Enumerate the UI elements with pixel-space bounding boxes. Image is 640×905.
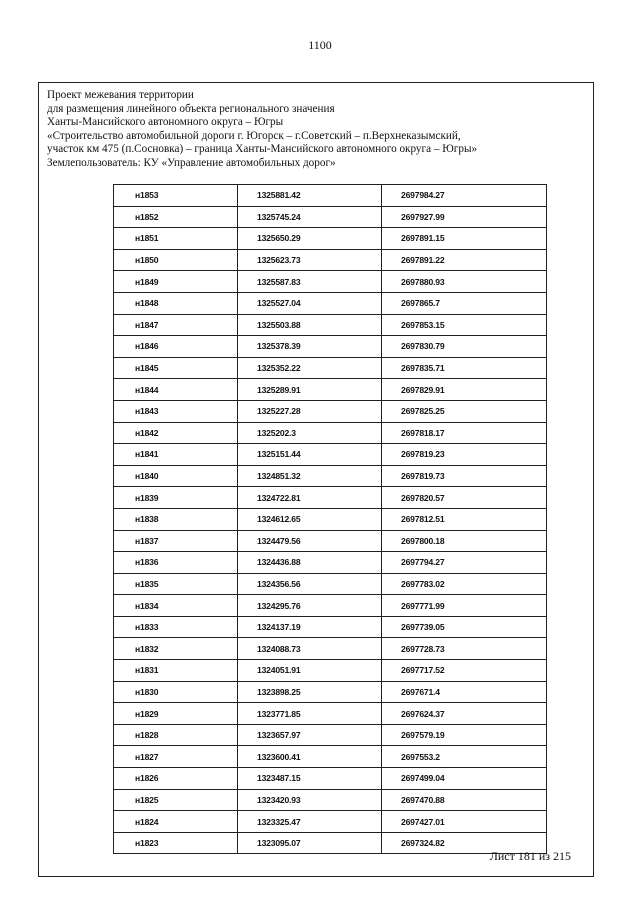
table-row [114,832,547,854]
point-id-cell: н1852 [114,206,238,228]
point-id-cell: н1833 [114,616,238,638]
y-coordinate-cell: 2697819.73 [382,465,547,487]
point-id-cell: н1827 [114,746,238,768]
y-coordinate-cell: 2697470.88 [382,789,547,811]
y-coordinate-cell: 2697830.79 [382,336,547,358]
page-number: 1100 [308,38,332,52]
header-line: Проект межевания территории [47,89,194,101]
y-coordinate-cell: 2697984.27 [382,185,547,207]
x-coordinate-cell: 1324356.56 [238,573,382,595]
header-line: участок км 475 (п.Сосновка) – граница Ханты-Мансийского автономного округа – Югры» [47,143,478,156]
table-row [114,811,547,833]
point-id-cell: н1830 [114,681,238,703]
table-row [114,422,547,444]
table-row [114,681,547,703]
y-coordinate-cell: 2697739.05 [382,616,547,638]
table-row [114,746,547,768]
table-row [114,660,547,682]
y-coordinate-cell: 2697427.01 [382,811,547,833]
point-id-cell: н1834 [114,595,238,617]
y-coordinate-cell: 2697865.7 [382,292,547,314]
x-coordinate-cell: 1324722.81 [238,487,382,509]
point-id-cell: н1841 [114,444,238,466]
point-id-cell: н1846 [114,336,238,358]
point-id-cell: н1826 [114,768,238,790]
x-coordinate-cell: 1325881.42 [238,185,382,207]
point-id-cell: н1853 [114,185,238,207]
y-coordinate-cell: 2697728.73 [382,638,547,660]
table-row [114,465,547,487]
table-row [114,228,547,250]
table-row [114,530,547,552]
x-coordinate-cell: 1323898.25 [238,681,382,703]
x-coordinate-cell: 1325378.39 [238,336,382,358]
x-coordinate-cell: 1325745.24 [238,206,382,228]
y-coordinate-cell: 2697579.19 [382,724,547,746]
y-coordinate-cell: 2697891.22 [382,249,547,271]
x-coordinate-cell: 1323600.41 [238,746,382,768]
x-coordinate-cell: 1323657.97 [238,724,382,746]
table-row [114,508,547,530]
x-coordinate-cell: 1323771.85 [238,703,382,725]
x-coordinate-cell: 1325151.44 [238,444,382,466]
x-coordinate-cell: 1325527.04 [238,292,382,314]
table-row [114,703,547,725]
y-coordinate-cell: 2697794.27 [382,552,547,574]
header-line: Землепользователь: КУ «Управление автомобильных дорог» [47,156,336,169]
y-coordinate-cell: 2697820.57 [382,487,547,509]
table-row [114,314,547,336]
x-coordinate-cell: 1324479.56 [238,530,382,552]
table-row [114,573,547,595]
x-coordinate-cell: 1323487.15 [238,768,382,790]
point-id-cell: н1842 [114,422,238,444]
header-line: Ханты-Мансийского автономного округа – Югры [47,116,284,129]
x-coordinate-cell: 1325227.28 [238,400,382,422]
x-coordinate-cell: 1324851.32 [238,465,382,487]
point-id-cell: н1836 [114,552,238,574]
x-coordinate-cell: 1325587.83 [238,271,382,293]
y-coordinate-cell: 2697553.2 [382,746,547,768]
table-row [114,444,547,466]
point-id-cell: н1825 [114,789,238,811]
table-row [114,552,547,574]
point-id-cell: н1831 [114,660,238,682]
x-coordinate-cell: 1324137.19 [238,616,382,638]
point-id-cell: н1837 [114,530,238,552]
document-frame [38,82,594,877]
y-coordinate-cell: 2697717.52 [382,660,547,682]
point-id-cell: н1845 [114,357,238,379]
x-coordinate-cell: 1325352.22 [238,357,382,379]
y-coordinate-cell: 2697624.37 [382,703,547,725]
point-id-cell: н1844 [114,379,238,401]
y-coordinate-cell: 2697829.91 [382,379,547,401]
table-row [114,487,547,509]
y-coordinate-cell: 2697499.04 [382,768,547,790]
header-line: для размещения линейного объекта регионального значения [47,102,335,115]
y-coordinate-cell: 2697880.93 [382,271,547,293]
point-id-cell: н1849 [114,271,238,293]
x-coordinate-cell: 1324088.73 [238,638,382,660]
table-row [114,271,547,293]
x-coordinate-cell: 1323325.47 [238,811,382,833]
y-coordinate-cell: 2697927.99 [382,206,547,228]
table-row [114,616,547,638]
table-row [114,379,547,401]
y-coordinate-cell: 2697671.4 [382,681,547,703]
y-coordinate-cell: 2697819.23 [382,444,547,466]
x-coordinate-cell: 1324295.76 [238,595,382,617]
point-id-cell: н1824 [114,811,238,833]
table-row [114,357,547,379]
x-coordinate-cell: 1325623.73 [238,249,382,271]
point-id-cell: н1832 [114,638,238,660]
y-coordinate-cell: 2697853.15 [382,314,547,336]
x-coordinate-cell: 1324436.88 [238,552,382,574]
point-id-cell: н1847 [114,314,238,336]
table-row [114,724,547,746]
document-header [47,89,587,171]
x-coordinate-cell: 1324612.65 [238,508,382,530]
point-id-cell: н1829 [114,703,238,725]
y-coordinate-cell: 2697818.17 [382,422,547,444]
point-id-cell: н1850 [114,249,238,271]
x-coordinate-cell: 1323420.93 [238,789,382,811]
y-coordinate-cell: 2697800.18 [382,530,547,552]
table-row [114,206,547,228]
point-id-cell: н1843 [114,400,238,422]
y-coordinate-cell: 2697812.51 [382,508,547,530]
y-coordinate-cell: 2697835.71 [382,357,547,379]
table-row [114,400,547,422]
point-id-cell: н1835 [114,573,238,595]
point-id-cell: н1828 [114,724,238,746]
table-row [114,768,547,790]
sheet-counter: Лист 181 из 215 [489,849,571,863]
point-id-cell: н1823 [114,832,238,854]
point-id-cell: н1851 [114,228,238,250]
y-coordinate-cell: 2697783.02 [382,573,547,595]
table-row [114,185,547,207]
coordinates-table [113,184,547,854]
table-row [114,336,547,358]
header-line: «Строительство автомобильной дороги г. Югорск – г.Советский – п.Верхнеказымский, [47,129,461,142]
y-coordinate-cell: 2697324.82 [382,832,547,854]
x-coordinate-cell: 1325650.29 [238,228,382,250]
x-coordinate-cell: 1325202.3 [238,422,382,444]
point-id-cell: н1839 [114,487,238,509]
y-coordinate-cell: 2697771.99 [382,595,547,617]
y-coordinate-cell: 2697891.15 [382,228,547,250]
table-row [114,595,547,617]
table-row [114,292,547,314]
point-id-cell: н1840 [114,465,238,487]
x-coordinate-cell: 1325289.91 [238,379,382,401]
y-coordinate-cell: 2697825.25 [382,400,547,422]
x-coordinate-cell: 1324051.91 [238,660,382,682]
table-row [114,249,547,271]
x-coordinate-cell: 1323095.07 [238,832,382,854]
point-id-cell: н1838 [114,508,238,530]
table-row [114,789,547,811]
table-row [114,638,547,660]
point-id-cell: н1848 [114,292,238,314]
x-coordinate-cell: 1325503.88 [238,314,382,336]
